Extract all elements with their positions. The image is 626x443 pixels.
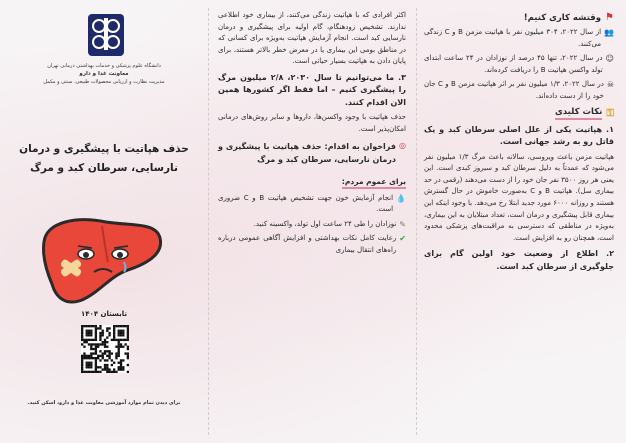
- list-item-text: رعایت کامل نکات بهداشتی و افزایش آگاهی عمومی درباره راه‌های انتقال بیماری: [218, 234, 397, 255]
- org-line: مدیریت نظارت و ارزیابی محصولات طبیعی، سنتی و مکمل: [43, 79, 165, 85]
- list-item-text: انجام آزمایش خون جهت تشخیص هپاتیت B و C ضروری است.: [218, 193, 394, 214]
- organization-block: [16, 62, 192, 86]
- call-to-action: [218, 140, 406, 166]
- list-item: [424, 53, 614, 76]
- check-icon: ✔: [399, 234, 406, 244]
- list-item-text: در سال ۲۰۲۲، تنها ۴۵ درصد از نوزادان در ۲۴ ساعت ابتدای تولد واکسن هپاتیت B را دریافت کرده‌اند.: [424, 54, 603, 74]
- org-line: معاونت غذا و دارو: [79, 71, 129, 77]
- key-point-2: ۲. اطلاع از وضعیت خود اولین گام برای جلوگیری از سرطان کبد است.: [424, 249, 614, 271]
- alarm-section-title: [424, 12, 614, 23]
- alarm-title-text: وقتشه کاری کنیم!: [523, 12, 602, 23]
- list-item: [424, 27, 614, 50]
- list-item: [218, 193, 406, 216]
- baby-icon: ☺: [605, 54, 614, 64]
- list-item-text: نوزادان را طی ۲۴ ساعت اول تولد، واکسینه کنید.: [253, 219, 397, 228]
- org-line: دانشگاه علوم پزشکی و خدمات بهداشتی درمانی تهران: [47, 63, 161, 69]
- list-item: [218, 233, 406, 256]
- call-to-action-title: فراخوان به اقدام: حذف هپاتیت با پیشگیری و درمان نارسایی، سرطان کبد و مرگ: [218, 141, 397, 164]
- qr-code[interactable]: [81, 325, 129, 373]
- key-section-title: [424, 107, 614, 120]
- key-title-text: نکات کلیدی: [555, 107, 602, 120]
- cover-title: حذف هپاتیت با پیشگیری و درمان نارسایی، سرطان کبد و مرگ: [19, 143, 189, 174]
- logo-icon: [86, 12, 126, 58]
- middle-panel: [208, 0, 416, 443]
- alarm-icon: ⚑: [605, 12, 614, 23]
- list-item-text: از سال ۲۰۲۲، ۳۰۴ میلیون نفر با هپاتیت مزمن B و C زندگی می‌کنند.: [424, 28, 602, 48]
- list-item-text: در سال ۲۰۲۲، ۱/۳ میلیون نفر بر اثر هپاتیت مزمن B و C جان خود را از دست داده‌اند.: [424, 80, 604, 100]
- public-section: [218, 169, 406, 189]
- list-item: [424, 79, 614, 102]
- key-point-1: ۱. هپاتیت یکی از علل اصلی سرطان کبد و یک قاتل رو به رشد جهانی است.: [424, 124, 614, 147]
- syringe-icon: ✎: [399, 219, 406, 229]
- skull-icon: ☠: [606, 80, 614, 90]
- blood-drop-icon: 💧: [396, 193, 406, 203]
- right-panel: [416, 0, 626, 443]
- season-label: تابستان ۱۴۰۴: [81, 310, 127, 318]
- paragraph: اکثر افرادی که با هپاتیت زندگی می‌کنند، از بیماری خود اطلاعی ندارند. تشخیص زودهنگام، گام اولیه برای پیشگیری و درمان نارسایی کبد است. انجام آزمایش هپاتیت به‌ویژه برای کسانی که در مناطق بومی این بیماری یا در معرض خطر بالاتر هستند، برای پایان دادن به هپاتیت بسیار حیاتی است.: [218, 11, 406, 66]
- key-point-3: ۳. ما می‌توانیم تا سال ۲۰۳۰، ۲/۸ میلیون مرگ را پیشگیری کنیم – اما فقط اگر کشورها همین الان اقدام کنند.: [218, 72, 406, 107]
- list-item: [218, 219, 406, 231]
- people-icon: 👥: [604, 28, 614, 37]
- liver-illustration: [36, 212, 166, 311]
- qr-note: برای دیدن تمام موارد آموزشی معاونت غذا و دارو، اسکن کنید.: [27, 400, 181, 406]
- paragraph: حذف هپاتیت با وجود واکسن‌ها، داروها و سایر روش‌های درمانی امکان‌پذیر است.: [218, 113, 406, 134]
- key-icon: ⚿: [606, 107, 614, 119]
- target-icon: ◎: [399, 140, 406, 150]
- public-title: برای عموم مردم:: [342, 177, 406, 189]
- paragraph: هپاتیت مزمن باعث ویروسی، سالانه باعث مرگ ۱/۳ میلیون نفر می‌شود که عمدتاً به دلیل سرطان کبد و سیروز کبدی است. این یعنی هر روز ۳۵۰۰ نفر جان خود را از دست می‌دهند (رقمی در حد بیماری سل). هپاتیت B و C به‌صورت خاموش در حال گسترش هستند و روزانه ۶۰۰۰ مورد جدید ابتلا رخ می‌دهد. با وجود اینکه این بیماری قابل پیشگیری و درمان است، تعداد مبتلایان به این بیماری، به‌ویژه در مناطقی که دسترسی به مراقبت‌های پزشکی محدود است، همچنان رو به افزایش است.: [424, 152, 614, 242]
- cover-panel: [0, 0, 208, 443]
